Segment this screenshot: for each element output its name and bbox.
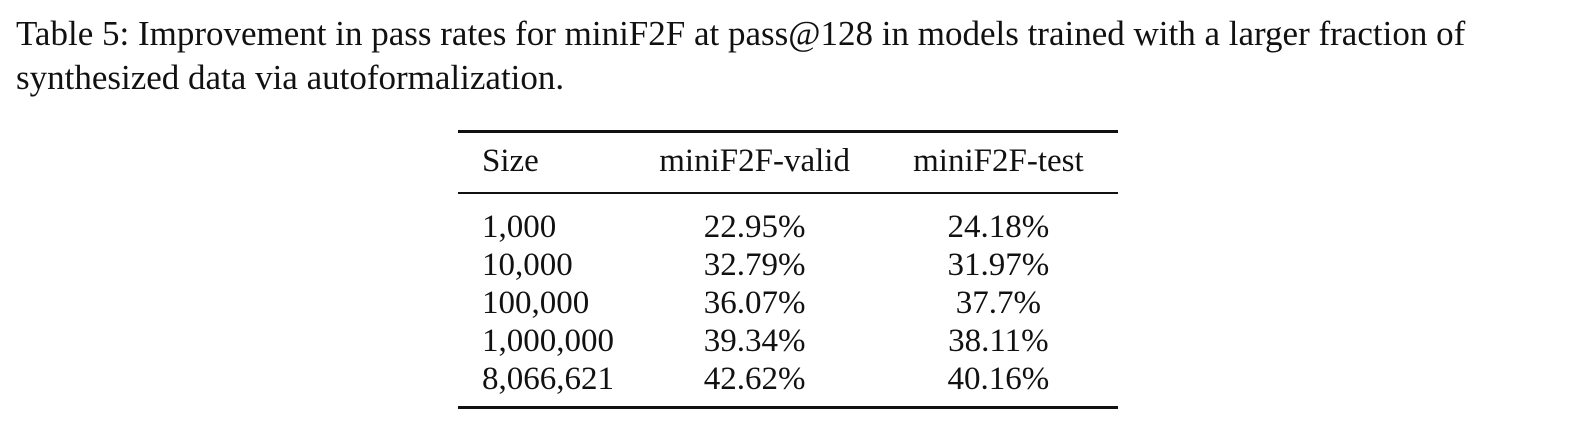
size-cell: 100,000 [482,285,590,321]
table-row [458,284,1118,322]
valid-cell: 22.95% [703,209,806,245]
size-cell: 1,000,000 [482,323,614,359]
valid-cell: 39.34% [703,323,806,359]
valid-cell: 32.79% [703,247,806,283]
test-cell: 38.11% [948,323,1049,359]
test-cell: 24.18% [947,209,1050,245]
test-cell: 31.97% [947,247,1050,283]
valid-cell: 36.07% [703,285,806,321]
header-minif2f-test: miniF2F-test [913,143,1084,179]
header-minif2f-valid: miniF2F-valid [659,143,850,179]
table-row [458,193,1118,246]
size-cell: 10,000 [482,247,573,283]
results-table-container [458,130,1118,409]
header-size: Size [482,143,539,179]
table-row [458,322,1118,360]
valid-cell: 42.62% [703,361,806,397]
table-row [458,246,1118,284]
test-cell: 37.7% [955,285,1042,321]
results-table [458,130,1118,409]
header-row [458,132,1118,194]
size-cell: 8,066,621 [482,361,614,397]
test-cell: 40.16% [947,361,1050,397]
size-cell: 1,000 [482,209,557,245]
table-row [458,360,1118,408]
table-caption: Table 5: Improvement in pass rates for miniF2F at pass@128 in models trained with a larger fraction of synthesized data via autoformalization. [16,14,1466,97]
